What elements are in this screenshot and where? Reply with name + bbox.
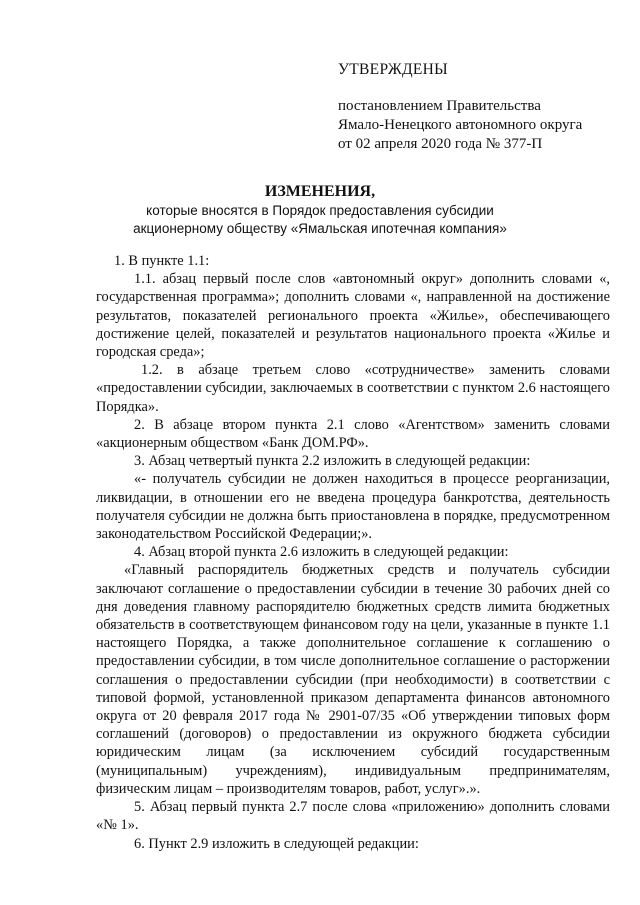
approval-line-1: постановлением Правительства [338, 98, 541, 114]
paragraph-4-quote: «Главный распорядитель бюджетных средств и получатель субсидии заключают соглашение о предоставлении субсидии в течение 30 рабочих дней со дня доведения главному распорядителю бюджетных средств лимита бюджетных обязательств в соответствующем финансовом году на цели, указанные в пункте 1.1 настоящего Порядка, а также дополнительное соглашение к соглашению о предоставлении субсидии, в том числе дополнительное соглашение о расторжении соглашения о предоставлении субсидии (при необходимости) в соответствии с типовой формой, установленной приказом департамента финансов автономного округа от 20 февраля 2017 года № 2901-07/35 «Об утверждении типовых форм соглашений (договоров) о предоставлении из окружного бюджета субсидии юридическим лицам (за исключением субсидий государственным (муниципальным) учреждениям), индивидуальным предпринимателям, физическим лицам – производителям товаров, работ, услуг».». [96, 562, 610, 797]
paragraph-2: 2. В абзаце втором пункта 2.1 слово «Агентством» заменить словами «акционерным обществом «Банк ДОМ.РФ». [96, 416, 610, 452]
paragraph-4: 4. Абзац второй пункта 2.6 изложить в следующей редакции: [134, 544, 509, 561]
document-subtitle-line-1: которые вносятся в Порядок предоставления субсидии [146, 203, 494, 218]
approval-block [338, 60, 582, 154]
approval-line-3: от 02 апреля 2020 года № 377-П [338, 136, 543, 152]
paragraph-1: 1. В пункте 1.1: [114, 253, 210, 269]
paragraph-3-quote: «- получатель субсидии не должен находиться в процессе реорганизации, ликвидации, в отношении его не введена процедура банкротства, деятельность получателя субсидии не должна быть приостановлена в порядке, предусмотренном законодательством Российской Федерации;». [96, 471, 610, 543]
paragraph-3: 3. Абзац четвертый пункта 2.2 изложить в следующей редакции: [134, 453, 531, 470]
document-body [96, 252, 610, 853]
document-title: ИЗМЕНЕНИЯ, [264, 183, 376, 200]
document-subtitle-line-2: акционерному обществу «Ямальская ипотечная компания» [133, 221, 507, 236]
paragraph-6: 6. Пункт 2.9 изложить в следующей редакции: [134, 835, 419, 852]
paragraph-1-2: 1.2. в абзаце третьем слово «сотрудничестве» заменить словами «предоставлении субсидии, заключаемых в соответствии с пунктом 2.6 настоящего Порядка». [96, 362, 610, 415]
paragraph-1-1: 1.1. абзац первый после слов «автономный округ» дополнить словами «, государственная программа»; дополнить словами «, направленной на достижение результатов, показателей регионального проекта «Жилье», обеспечивающего достижение целей, показателей и результатов национального проекта «Жилье и городская среда»; [96, 271, 610, 361]
approval-line-2: Ямало-Ненецкого автономного округа [338, 117, 583, 133]
paragraph-5: 5. Абзац первый пункта 2.7 после слова «приложению» дополнить словами «№ 1». [96, 799, 610, 834]
approval-heading: УТВЕРЖДЕНЫ [338, 61, 448, 78]
document-title-block [0, 182, 640, 238]
